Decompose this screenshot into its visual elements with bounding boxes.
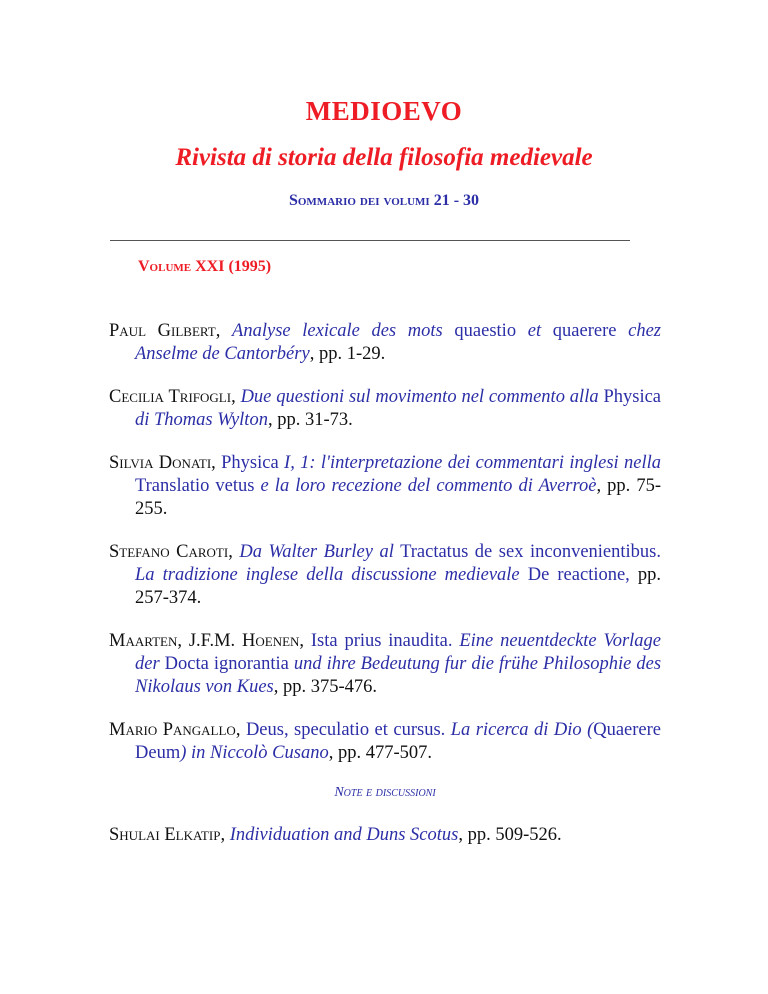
- entry-title: di Thomas Wylton: [135, 410, 268, 430]
- entry-title: quaerere: [552, 321, 617, 341]
- entry-title: et: [527, 321, 542, 341]
- divider: [110, 240, 630, 241]
- entry-title: Physica: [221, 453, 279, 473]
- entry-title: Analyse lexicale des mots: [232, 321, 443, 341]
- list-item: Cecilia Trifogli, Due questioni sul movimento nel commento alla Physica di Thomas Wylton, pp. 31-73.: [109, 387, 662, 430]
- section-heading: Note e discussioni: [334, 785, 436, 800]
- volume-heading: Volume XXI (1995): [138, 258, 272, 275]
- entry-title: Eine neuentdeckte Vorlage der: [135, 631, 662, 674]
- entry-author: Maarten, J.F.M. Hoenen: [109, 631, 300, 651]
- list-item: Mario Pangallo, Deus, speculatio et cursus. La ricerca di Dio (Quaerere Deum) in Niccolò Cusano, pp. 477-507.: [109, 720, 662, 763]
- list-item: Paul Gilbert, Analyse lexicale des mots quaestio et quaerere chez Anselme de Cantorbéry, pp. 1-29.: [109, 321, 661, 364]
- list-item: Maarten, J.F.M. Hoenen, Ista prius inaudita. Eine neuentdeckte Vorlage der Docta ignorantia und ihre Bedeutung fur die frühe Philosophie des Nikolaus von Kues, pp. 375-476.: [109, 631, 662, 697]
- entry-pages: pp. 31-73.: [277, 410, 353, 430]
- entry-title: I, 1: l'interpretazione dei commentari inglesi nella: [284, 453, 662, 473]
- entry-author: Paul Gilbert: [109, 321, 216, 341]
- entry-title: Individuation and Duns Scotus: [229, 825, 459, 845]
- entry-pages: pp. 1-29.: [318, 344, 386, 364]
- entry-title: quaestio: [454, 321, 517, 341]
- entry-title: La ricerca di Dio (: [450, 720, 594, 740]
- entry-title: ) in Niccolò Cusano: [180, 743, 329, 763]
- entry-title: Docta ignorantia: [164, 654, 289, 674]
- entry-title: Ista prius inaudita.: [310, 631, 453, 651]
- entry-title: La tradizione inglese della discussione medievale: [135, 565, 520, 585]
- entry-pages: pp. 375-476.: [283, 677, 378, 697]
- entry-title: chez Anselme de Cantorbéry: [135, 321, 661, 364]
- entry-title: Deus, speculatio et cursus.: [245, 720, 446, 740]
- entry-pages: pp. 257-374.: [135, 565, 662, 608]
- entry-title: Quaerere Deum: [135, 720, 662, 763]
- list-item: Stefano Caroti, Da Walter Burley al Tractatus de sex inconvenientibus. La tradizione inglese della discussione medievale De reactione, pp. 257-374.: [109, 542, 662, 608]
- summary-heading: Sommario dei volumi 21 - 30: [288, 192, 480, 209]
- entry-pages: pp. 75-255.: [135, 476, 662, 519]
- entry-title: De reactione,: [527, 565, 630, 585]
- entry-title: Tractatus de sex inconvenientibus.: [400, 542, 661, 562]
- entry-title: Physica: [603, 387, 662, 407]
- entry-title: Due questioni sul movimento nel commento alla: [240, 387, 599, 407]
- journal-subtitle: Rivista di storia della filosofia medievale: [175, 144, 593, 171]
- entries-list: [109, 320, 661, 867]
- entry-author: Silvia Donati: [109, 453, 212, 473]
- entry-title: e la loro recezione del commento di Averroè: [260, 476, 597, 496]
- entry-author: Cecilia Trifogli: [109, 387, 232, 407]
- entry-author: Stefano Caroti: [109, 542, 229, 562]
- list-item: Silvia Donati, Physica I, 1: l'interpretazione dei commentari inglesi nella Translatio vetus e la loro recezione del commento di Averroè, pp. 75-255.: [109, 453, 662, 519]
- list-item: Shulai Elkatip, Individuation and Duns Scotus, pp. 509-526.: [109, 825, 562, 845]
- entry-title: Translatio vetus: [135, 476, 255, 496]
- entry-author: Shulai Elkatip: [109, 825, 221, 845]
- entry-author: Mario Pangallo: [109, 720, 236, 740]
- journal-title: MEDIOEVO: [305, 96, 463, 126]
- entry-title: und ihre Bedeutung fur die frühe Philosophie des Nikolaus von Kues: [135, 654, 662, 697]
- entry-pages: pp. 509-526.: [467, 825, 562, 845]
- entry-title: Da Walter Burley al: [239, 542, 394, 562]
- entry-pages: pp. 477-507.: [337, 743, 433, 763]
